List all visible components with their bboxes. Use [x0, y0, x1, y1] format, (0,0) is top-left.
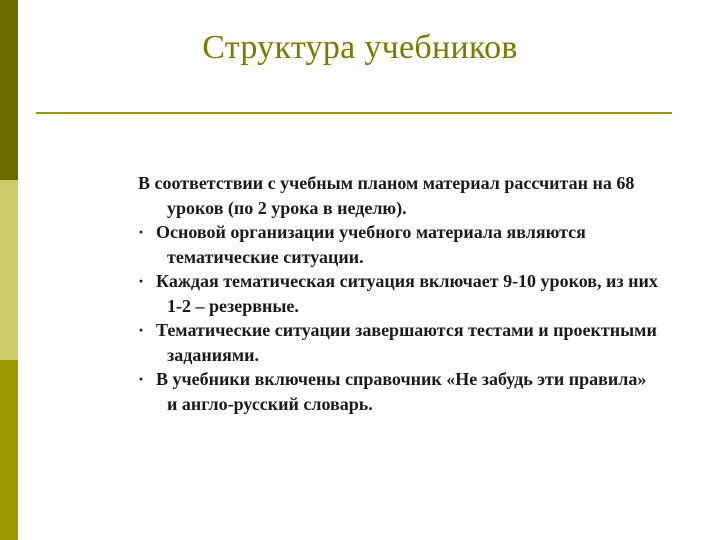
sidebar-segment-middle — [0, 180, 18, 360]
bullet-glyph: · — [138, 320, 145, 340]
bullet-text-2: Каждая тематическая ситуация включает 9-10 уроков, из них 1-2 – резервные. — [156, 271, 658, 316]
bullet-text-3: Тематические ситуации завершаются тестами и проектными заданиями. — [156, 320, 657, 365]
bullet-item-4 — [138, 367, 658, 416]
bullet-glyph: · — [138, 271, 145, 291]
bullet-item-2 — [138, 269, 658, 318]
bullet-text-1: Основой организации учебного материала являются тематические ситуации. — [156, 222, 586, 267]
slide-body — [138, 171, 658, 416]
slide-title: Структура учебников — [202, 28, 518, 66]
title-divider — [36, 112, 672, 114]
bullet-item-1 — [138, 220, 658, 269]
bullet-glyph: · — [138, 222, 145, 242]
intro-paragraph: В соответствии с учебным планом материал рассчитан на 68 уроков (по 2 урока в неделю). — [138, 173, 635, 218]
sidebar-segment-top — [0, 0, 18, 180]
sidebar-segment-bottom — [0, 360, 18, 540]
bullet-glyph: · — [138, 369, 145, 389]
bullet-item-3 — [138, 318, 658, 367]
sidebar-stripe — [0, 0, 18, 540]
bullet-text-4: В учебники включены справочник «Не забудь эти правила» и англо-русский словарь. — [156, 369, 647, 414]
